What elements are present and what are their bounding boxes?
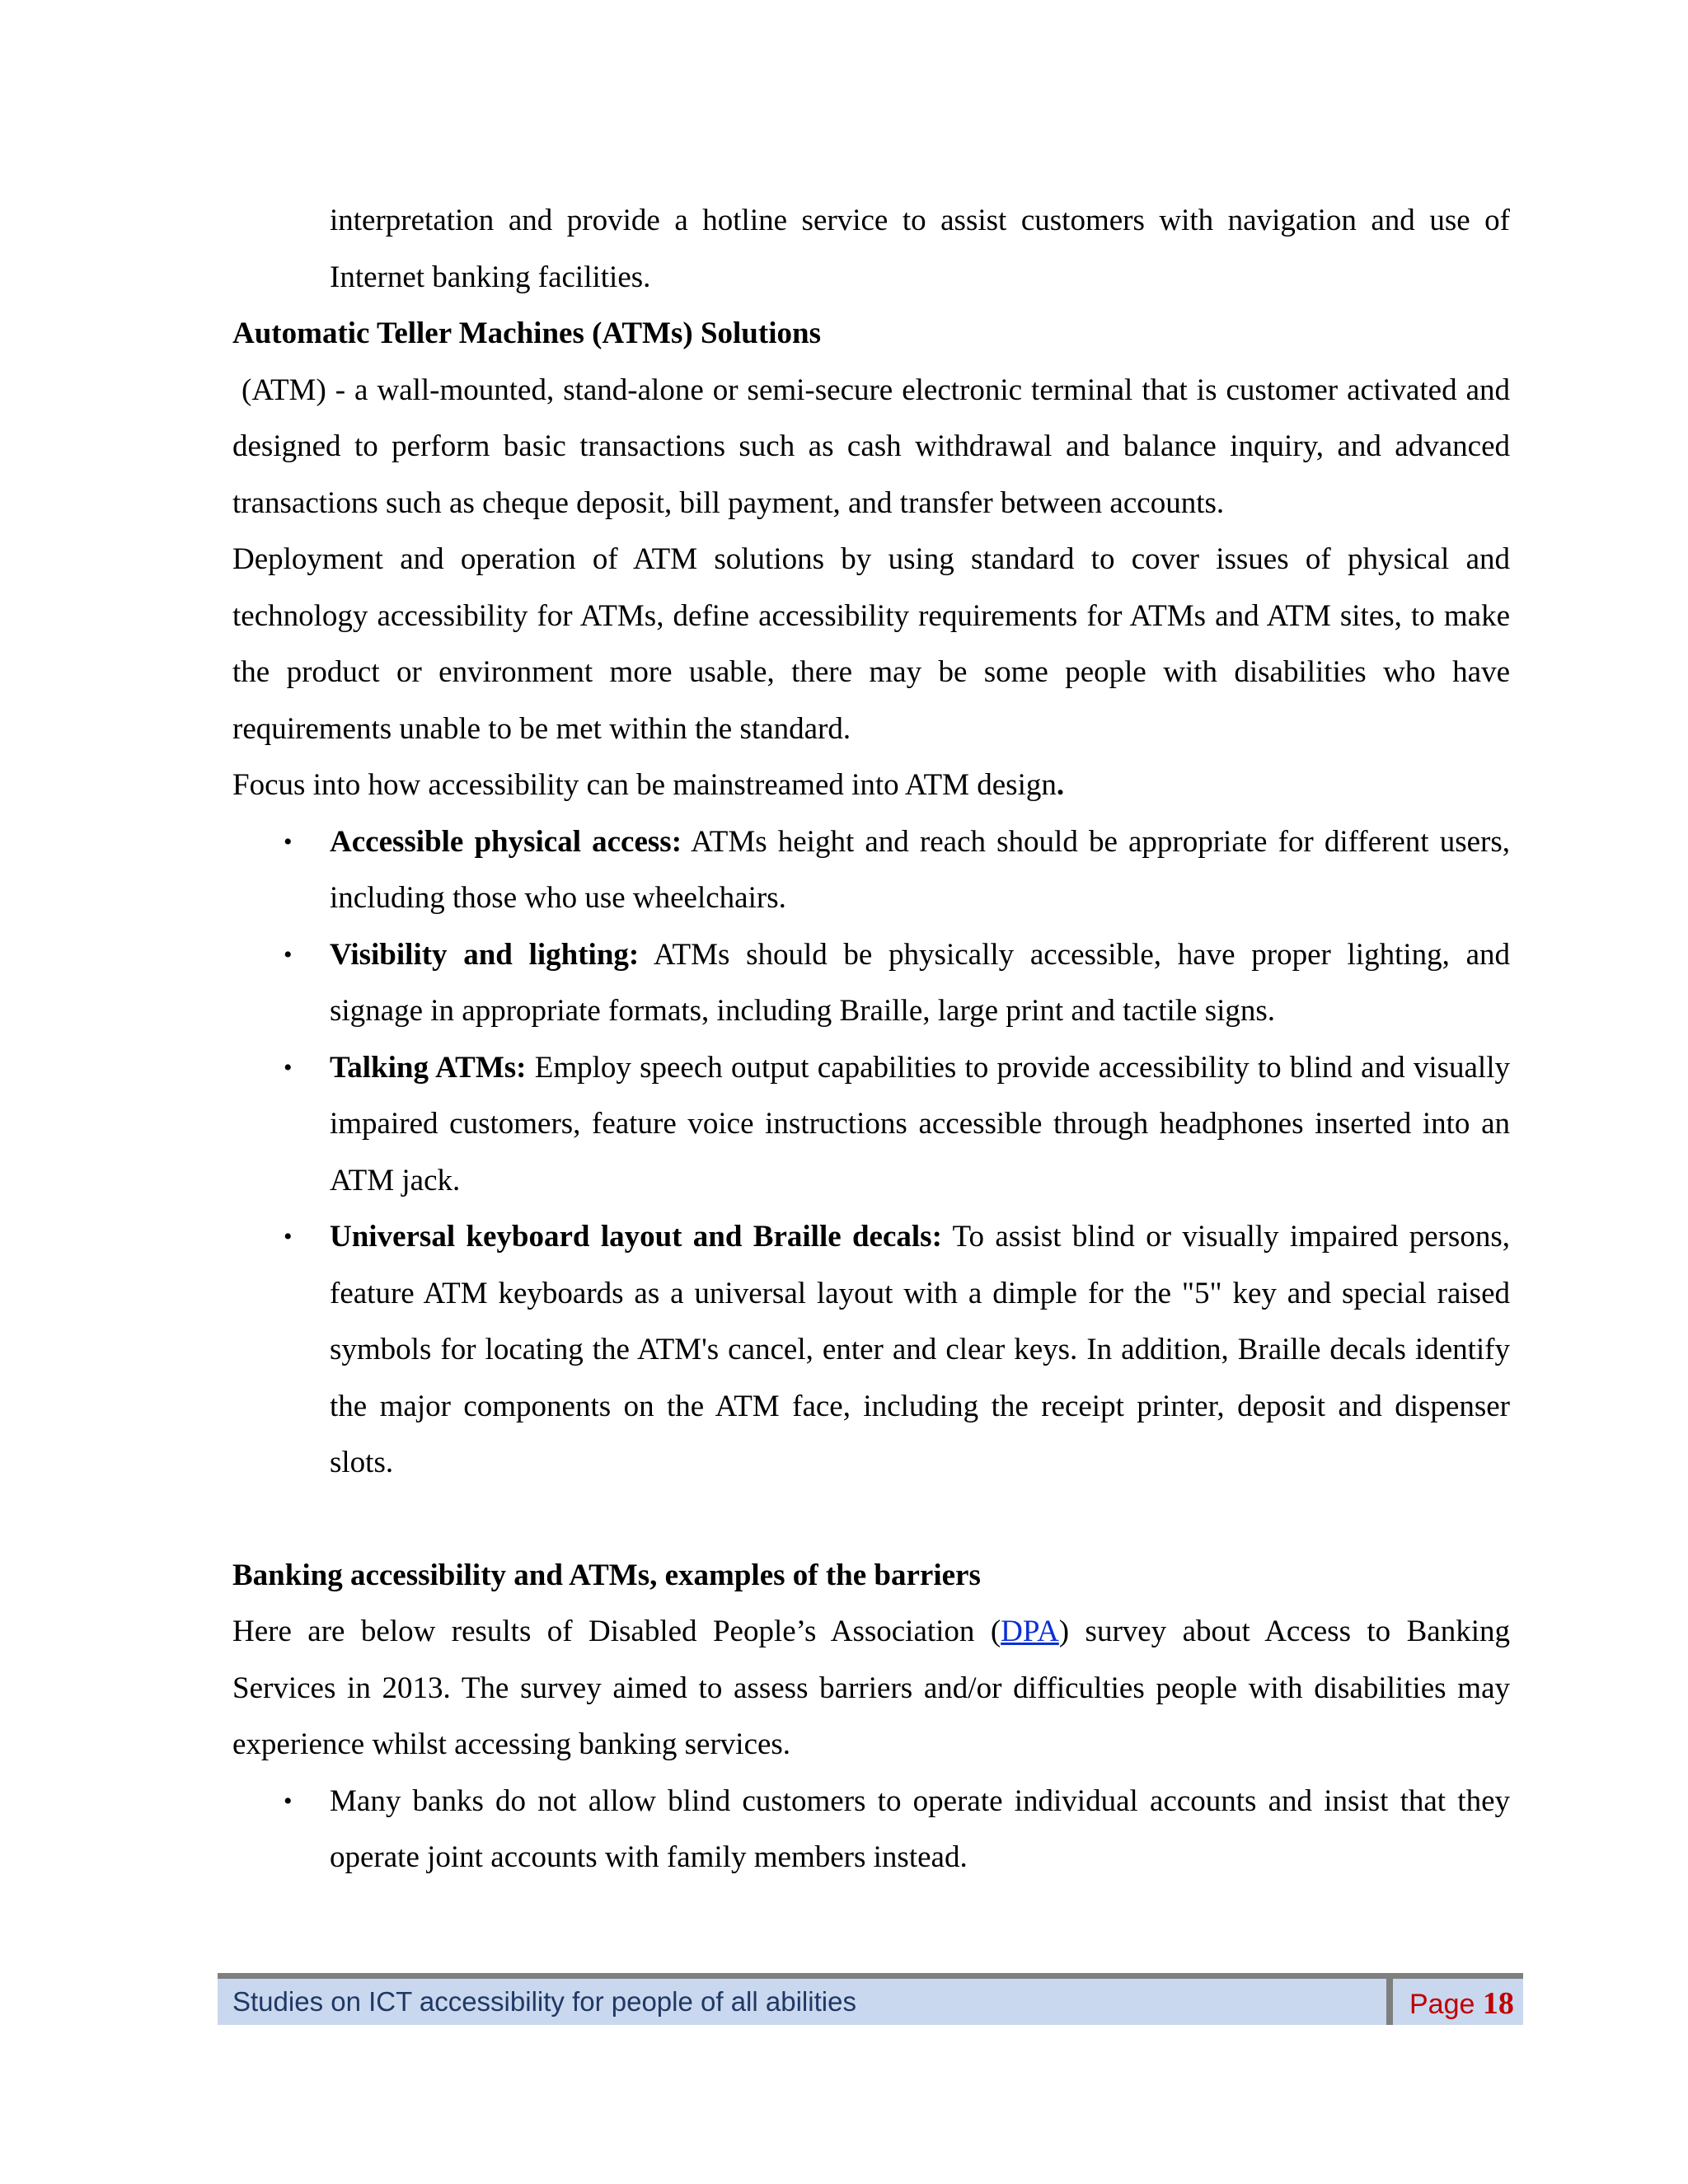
section-spacer [232,1492,1510,1548]
page-label: Page [1409,1989,1475,2020]
continued-paragraph: interpretation and provide a hotline service to assist customers with navigation and use of Internet banking facilities. [330,204,1510,294]
list-item-text: To assist blind or visually impaired persons, feature ATM keyboards as a universal layout with a dimple for the "5" key and special raised symbols for locating the ATM's cancel, enter and clear keys. In addition, Braille decals identify the major components on the ATM face, including the receipt printer, deposit and dispenser slots. [330,1220,1510,1479]
atm-focus-paragraph [232,757,1510,814]
list-item-text: Many banks do not allow blind customers to operate individual accounts and insist that they operate joint accounts with family members instead. [330,1783,1510,1874]
list-item-text: Employ speech output capabilities to provide accessibility to blind and visually impaired customers, feature voice instructions accessible through headphones inserted into an ATM jack. [330,1050,1510,1197]
page-number [1409,1985,1514,2022]
page-content [232,193,1518,1886]
barriers-text-before-link: Here are below results of Disabled People’s Association ( [232,1615,1001,1648]
list-item-term: Universal keyboard layout and Braille decals: [330,1220,942,1254]
footer-divider [1386,1979,1393,2025]
list-item [232,814,1510,927]
bullet-icon: • [284,1053,293,1081]
focus-text: Focus into how accessibility can be mainstreamed into ATM design [232,768,1057,802]
barriers-section-heading: Banking accessibility and ATMs, examples of the barriers [232,1558,981,1592]
bullet-icon: • [284,1223,293,1250]
list-item-text: ATMs height and reach should be appropriate for different users, including those who use wheelchairs. [330,824,1510,915]
page-footer [218,1973,1523,2025]
atm-accessibility-list [232,814,1510,1492]
list-item [232,1040,1510,1210]
focus-period: . [1056,768,1065,802]
footer-title: Studies on ICT accessibility for people of all abilities [232,1986,856,2017]
list-item-term: Visibility and lighting: [330,937,640,972]
bullet-icon: • [284,1787,293,1815]
dpa-link[interactable]: DPA [1001,1615,1059,1648]
barriers-paragraph [232,1604,1510,1774]
list-item [232,1209,1510,1492]
list-item-text: ATMs should be physically accessible, have proper lighting, and signage in appropriate formats, including Braille, large print and tactile signs. [330,937,1510,1028]
bullet-icon: • [284,940,293,968]
barriers-text-after-link: ) survey about Access to Banking Services in 2013. The survey aimed to assess barriers and/or difficulties people with disabilities may experience whilst accessing banking services. [232,1615,1510,1761]
atm-definition-paragraph: (ATM) - a wall-mounted, stand-alone or semi-secure electronic terminal that is customer activated and designed to perform basic transactions such as cash withdrawal and balance inquiry, and advanced transactions such as cheque deposit, bill payment, and transfer between accounts. [232,373,1518,520]
list-item [232,1774,1510,1886]
list-item-term: Talking ATMs: [330,1050,527,1085]
page-number-value: 18 [1482,1986,1514,2021]
list-item [232,927,1510,1040]
barriers-list [232,1774,1510,1886]
atm-deployment-paragraph: Deployment and operation of ATM solutions by using standard to cover issues of physical and technology accessibility for ATMs, define accessibility requirements for ATMs and ATM sites, to make the product or environment more usable, there may be some people with disabilities who have requirements unable to be met within the standard. [232,542,1510,746]
list-item-term: Accessible physical access: [330,824,682,859]
atm-section-heading: Automatic Teller Machines (ATMs) Solutions [232,316,821,350]
bullet-icon: • [284,827,293,855]
